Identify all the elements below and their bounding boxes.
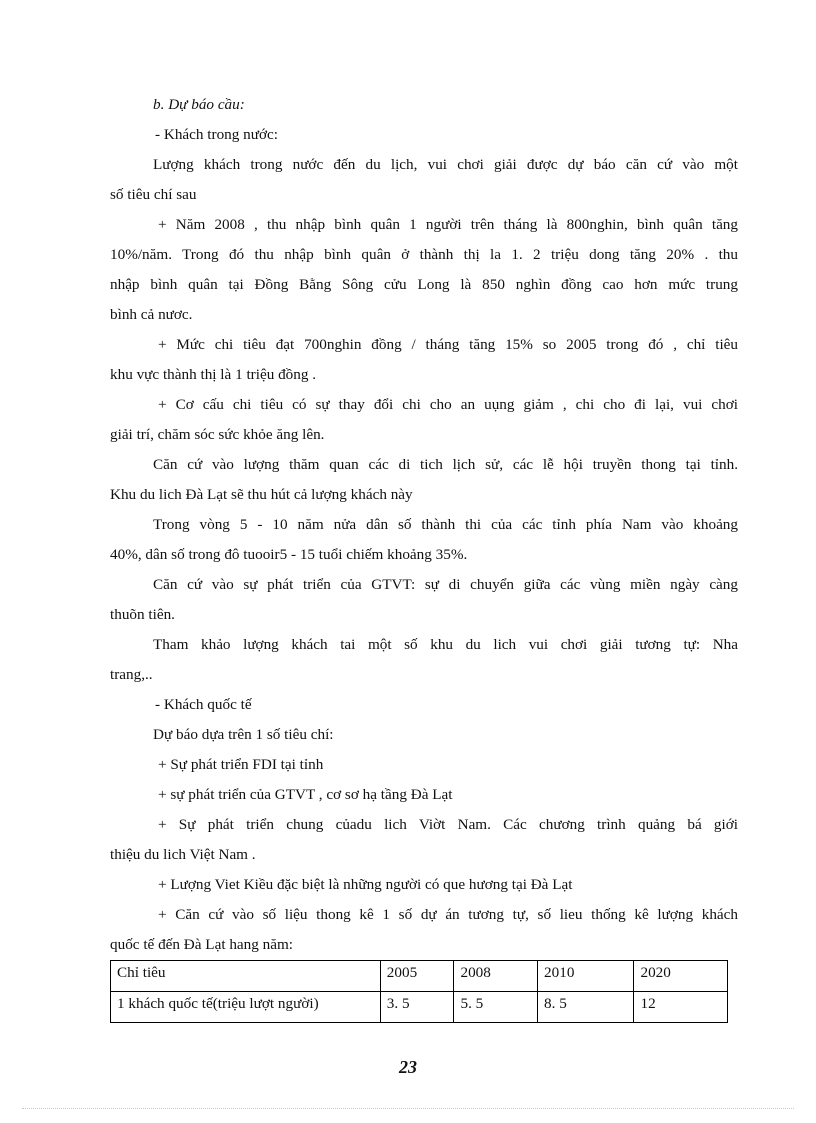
paragraph-line: nhập bình quân tại Đồng Bằng Sông cửu Long là 850 nghìn đồng cao hơn mức trung: [110, 276, 738, 293]
paragraph-line: 40%, dân số trong đô tuooir5 - 15 tuổi chiếm khoảng 35%.: [110, 546, 468, 563]
paragraph-line: Dự báo dựa trên 1 số tiêu chí:: [153, 726, 334, 743]
domestic-visitors-label: - Khách trong nước:: [155, 126, 278, 143]
table-cell: 8. 5: [538, 992, 634, 1023]
paragraph-line: + Cơ cấu chi tiêu có sự thay đổi chi cho an uụng giảm , chi cho đi lại, vui chơi: [158, 396, 738, 413]
paragraph-line: + Mức chi tiêu đạt 700nghin đồng / tháng tăng 15% so 2005 trong đó , chỉ tiêu: [158, 336, 738, 353]
paragraph-line: + Năm 2008 , thu nhập bình quân 1 người trên tháng là 800nghin, bình quân tăng: [158, 216, 738, 233]
table-cell: 1 khách quốc tế(triệu lượt người): [111, 992, 381, 1023]
table-cell: 2008: [454, 961, 538, 992]
visitor-forecast-table: [110, 960, 728, 1023]
footer-divider: [22, 1108, 794, 1109]
paragraph-line: Căn cứ vào sự phát triển của GTVT: sự di chuyển giữa các vùng miền ngày càng: [153, 576, 738, 593]
table-cell: Chỉ tiêu: [111, 961, 381, 992]
page-number: 23: [399, 1057, 417, 1077]
paragraph-line: + Căn cứ vào số liệu thong kê 1 số dự án tương tự, số lieu thống kê lượng khách: [158, 906, 738, 923]
paragraph-line: + Sự phát triển chung củadu lich Viờt Nam. Các chương trình quảng bá giới: [158, 816, 738, 833]
table-cell: 12: [634, 992, 728, 1023]
paragraph-line: Tham khảo lượng khách tai một số khu du lich vui chơi giải tương tự: Nha: [153, 636, 738, 653]
paragraph-line: + Sự phát triển FDI tại tỉnh: [158, 756, 324, 773]
paragraph-line: 10%/năm. Trong đó thu nhập bình quân ở thành thị la 1. 2 triệu dong tăng 20% . thu: [110, 246, 738, 263]
paragraph-line: Khu du lich Đà Lạt sẽ thu hút cả lượng khách này: [110, 486, 413, 503]
paragraph-line: quốc tế đến Đà Lạt hang năm:: [110, 936, 294, 953]
paragraph-line: trang,..: [110, 666, 153, 683]
section-heading: b. Dự báo cầu:: [153, 96, 245, 113]
table-cell: 2010: [538, 961, 634, 992]
paragraph-line: số tiêu chí sau: [110, 186, 197, 203]
paragraph-line: + sự phát triển của GTVT , cơ sơ hạ tầng Đà Lạt: [158, 786, 453, 803]
paragraph-line: khu vực thành thị là 1 triệu đồng .: [110, 366, 317, 383]
table-cell: 5. 5: [454, 992, 538, 1023]
table-cell: 2020: [634, 961, 728, 992]
paragraph-line: thiệu du lich Việt Nam .: [110, 846, 256, 863]
table-cell: 3. 5: [380, 992, 454, 1023]
table-header-row: [111, 961, 728, 992]
international-visitors-label: - Khách quốc tế: [155, 696, 252, 713]
paragraph-line: + Lượng Viet Kiều đặc biệt là những người có que hương tại Đà Lạt: [158, 876, 573, 893]
table-row: [111, 992, 728, 1023]
paragraph-line: Căn cứ vào lượng thăm quan các di tich lịch sử, các lễ hội truyền thong tại tỉnh.: [153, 456, 738, 473]
paragraph-line: Trong vòng 5 - 10 năm nửa dân số thành thi của các tỉnh phía Nam vào khoảng: [153, 516, 738, 533]
paragraph-line: thuõn tiên.: [110, 606, 175, 623]
paragraph-line: giải trí, chăm sóc sức khỏe ăng lên.: [110, 426, 325, 443]
table-cell: 2005: [380, 961, 454, 992]
paragraph-line: bình cả nươc.: [110, 306, 193, 323]
paragraph-line: Lượng khách trong nước đến du lịch, vui chơi giải được dự báo căn cứ vào một: [153, 156, 738, 173]
